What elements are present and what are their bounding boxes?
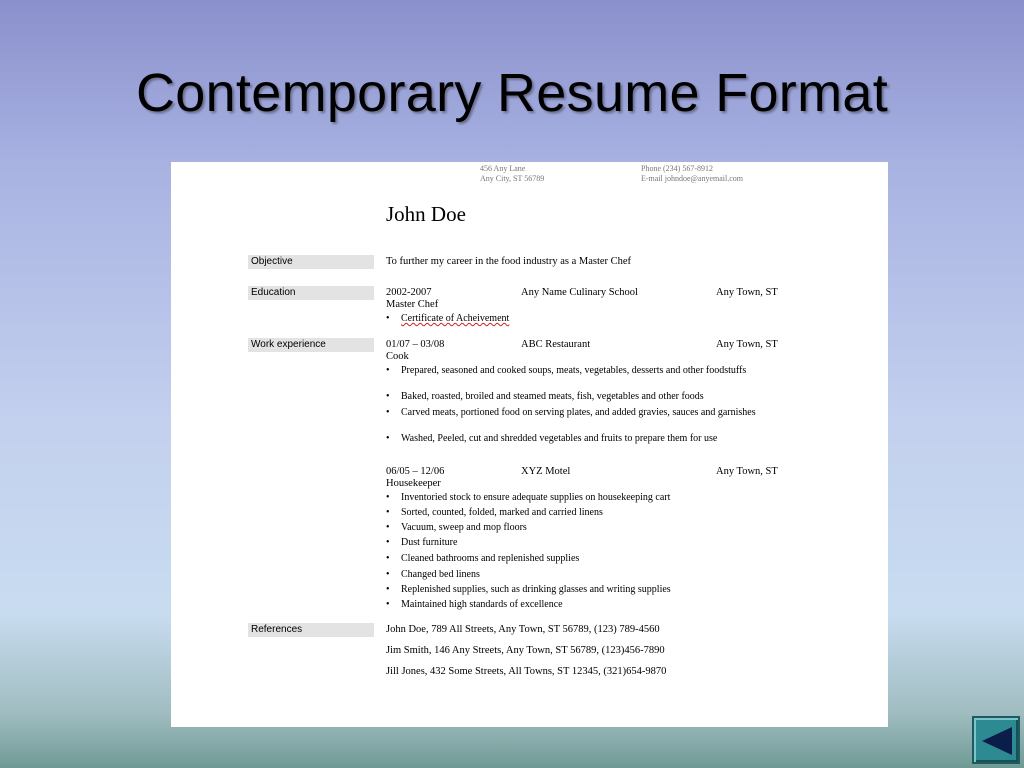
list-item: • Vacuum, sweep and mop floors: [386, 522, 527, 533]
job-employer: XYZ Motel: [521, 466, 571, 477]
section-label-education: Education: [248, 286, 374, 300]
list-item: • Maintained high standards of excellence: [386, 599, 563, 610]
objective-text: To further my career in the food industry as a Master Chef: [386, 256, 632, 267]
slide-title: Contemporary Resume Format: [135, 63, 889, 123]
back-button[interactable]: [972, 716, 1020, 764]
list-item: • Dust furniture: [386, 537, 458, 548]
list-item: • Prepared, seasoned and cooked soups, meats, vegetables, desserts and other foodstuffs: [386, 365, 747, 376]
reference-line: John Doe, 789 All Streets, Any Town, ST 56789, (123) 789-4560: [386, 624, 660, 635]
education-location: Any Town, ST: [716, 287, 778, 298]
section-label-work-experience: Work experience: [248, 338, 374, 352]
list-item: • Inventoried stock to ensure adequate supplies on housekeeping cart: [386, 492, 671, 503]
address-line1: 456 Any Lane: [480, 164, 526, 173]
contact-block: [641, 164, 743, 184]
list-item: • Certificate of Acheivement: [386, 313, 510, 324]
job-title: Housekeeper: [386, 478, 441, 489]
job-dates: 01/07 – 03/08: [386, 339, 445, 350]
phone: Phone (234) 567-8912: [641, 164, 713, 173]
job-employer: ABC Restaurant: [521, 339, 591, 350]
job-title: Cook: [386, 351, 409, 362]
education-title: Master Chef: [386, 299, 439, 310]
section-label-references: References: [248, 623, 374, 637]
list-item: • Baked, roasted, broiled and steamed meats, fish, vegetables and other foods: [386, 391, 704, 402]
list-item: • Washed, Peeled, cut and shredded vegetables and fruits to prepare them for use: [386, 433, 718, 444]
education-years: 2002-2007: [386, 287, 432, 298]
list-item: • Sorted, counted, folded, marked and carried linens: [386, 507, 603, 518]
back-arrow-icon: [980, 726, 1014, 756]
resume-document: [171, 162, 888, 727]
job-location: Any Town, ST: [716, 339, 778, 350]
address-block: [480, 164, 544, 184]
list-item: • Cleaned bathrooms and replenished supplies: [386, 553, 580, 564]
reference-line: Jim Smith, 146 Any Streets, Any Town, ST 56789, (123)456-7890: [386, 645, 665, 656]
list-item: • Replenished supplies, such as drinking glasses and writing supplies: [386, 584, 671, 595]
list-item: • Carved meats, portioned food on serving plates, and added gravies, sauces and garnishes: [386, 407, 756, 418]
resume-name: John Doe: [386, 202, 466, 226]
list-item: • Changed bed linens: [386, 569, 480, 580]
job-location: Any Town, ST: [716, 466, 778, 477]
job-dates: 06/05 – 12/06: [386, 466, 445, 477]
address-line2: Any City, ST 56789: [480, 174, 545, 183]
education-school: Any Name Culinary School: [521, 287, 638, 298]
email: E-mail johndoe@anyemail.com: [641, 174, 744, 183]
reference-line: Jill Jones, 432 Some Streets, All Towns, ST 12345, (321)654-9870: [386, 666, 667, 677]
section-label-objective: Objective: [248, 255, 374, 269]
